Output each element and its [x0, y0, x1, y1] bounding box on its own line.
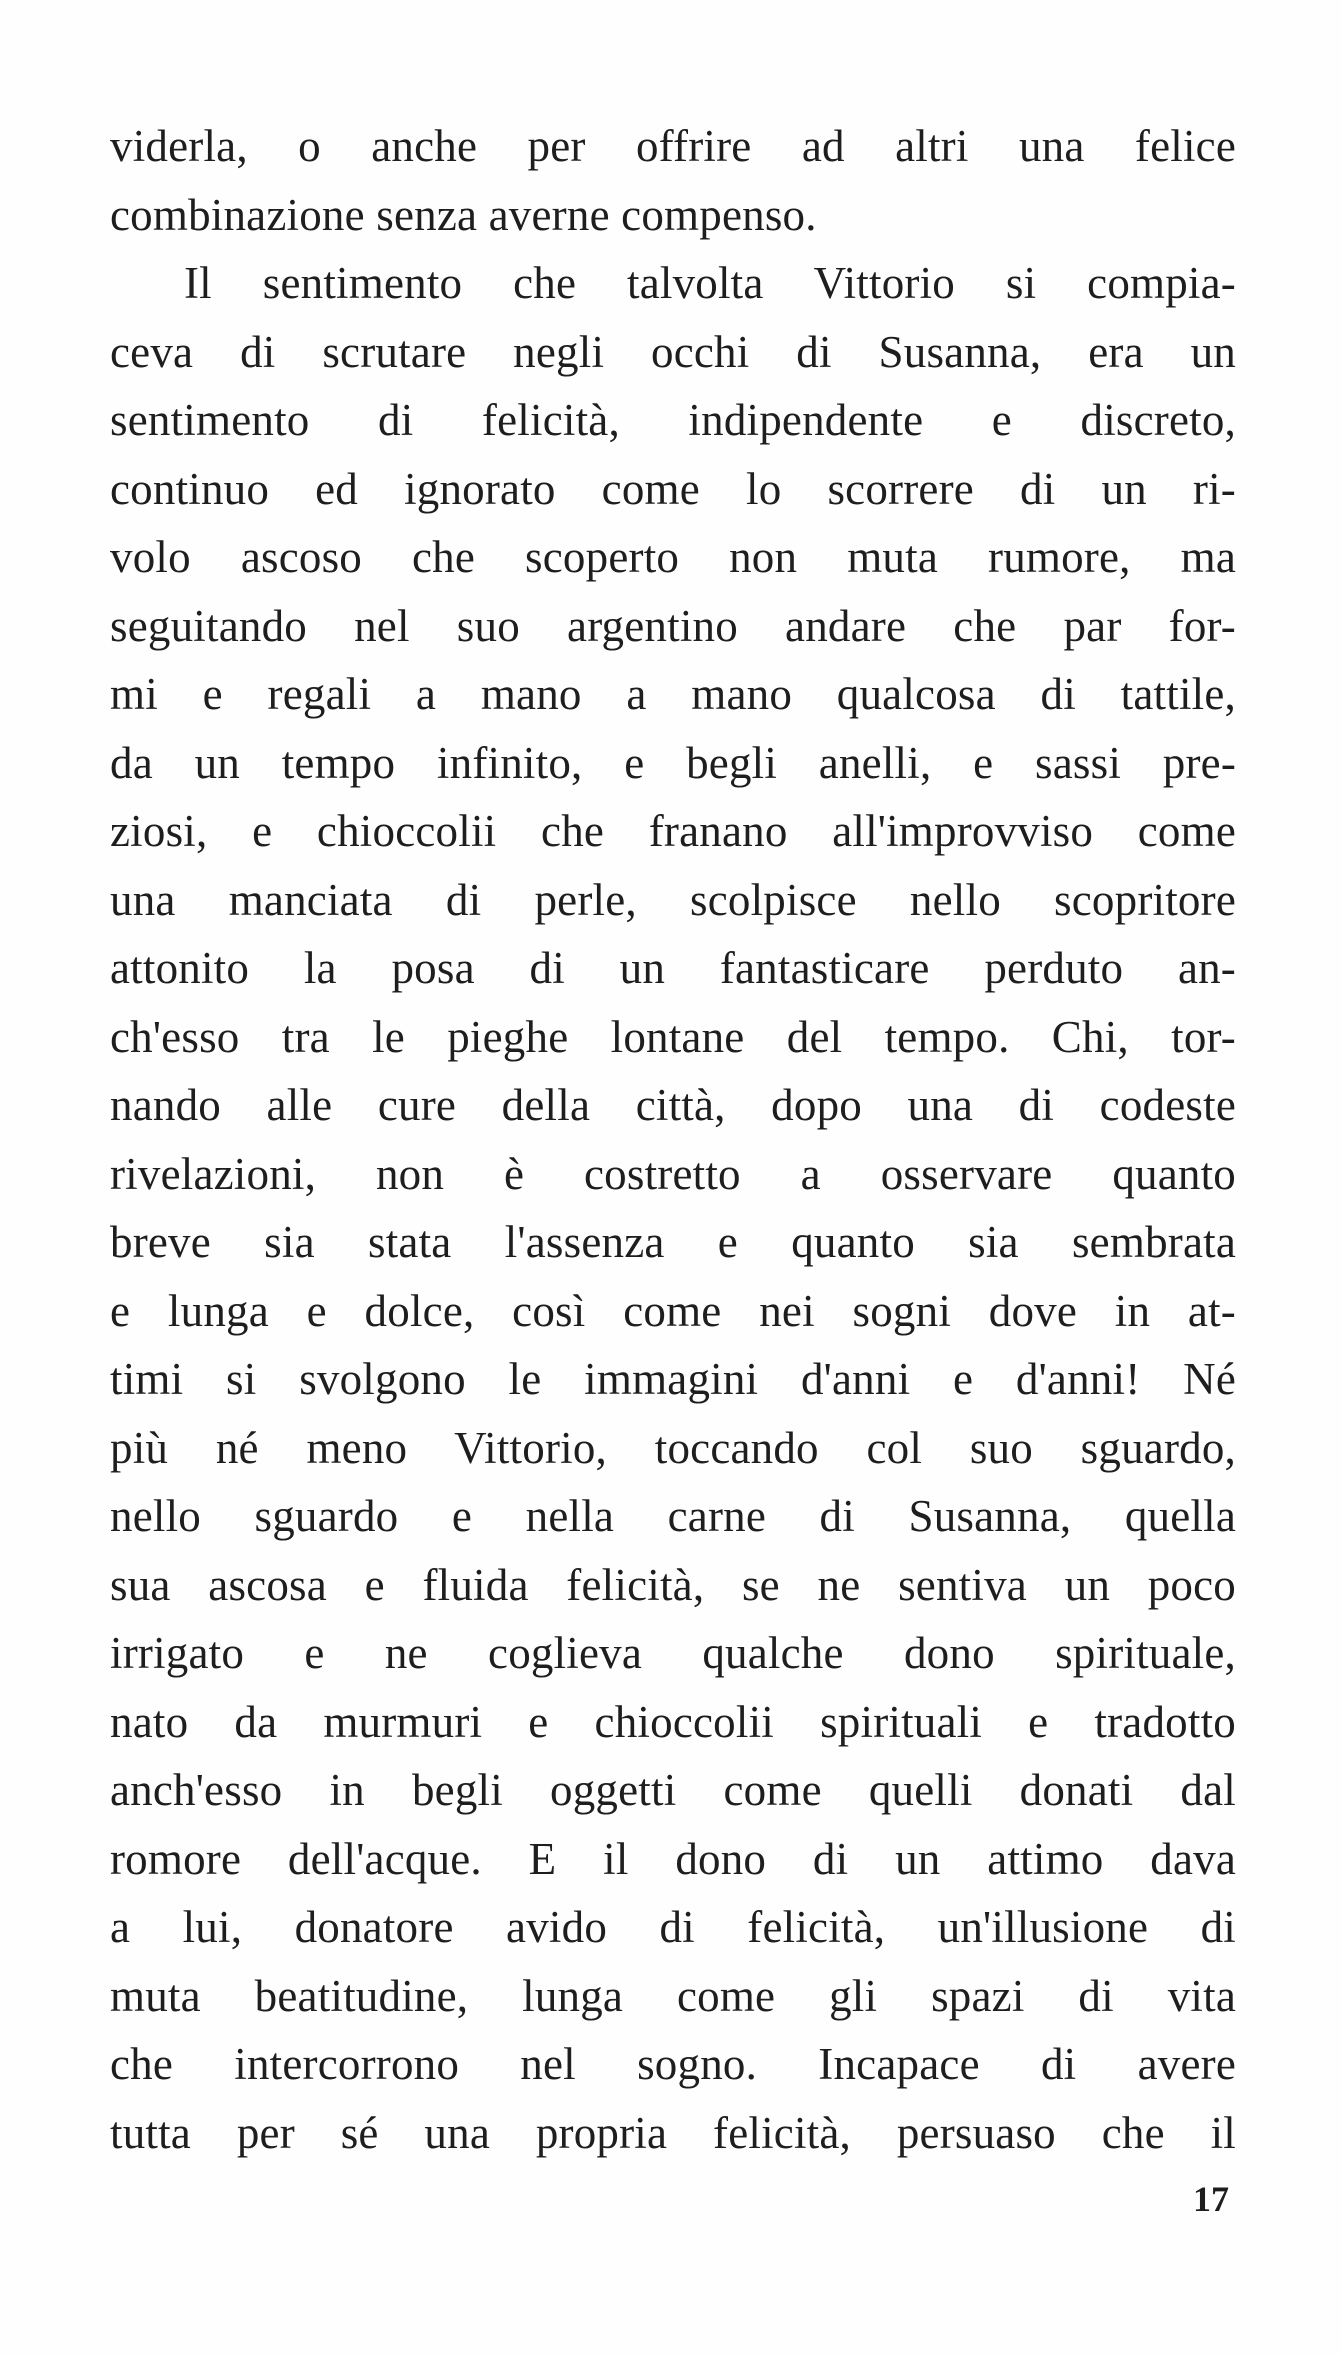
text-line: ceva di scrutare negli occhi di Susanna, era un	[110, 326, 1236, 377]
text-line: seguitando nel suo argentino andare che par for-	[110, 600, 1236, 651]
text-line: nando alle cure della città, dopo una di codeste	[110, 1080, 1236, 1130]
text-line: viderla, o anche per offrire ad altri una felice	[110, 121, 1236, 171]
text-line: timi si svolgono le immagini d'anni e d'anni! Né	[110, 1354, 1236, 1404]
text-line: continuo ed ignorato come lo scorrere di un ri-	[110, 463, 1236, 514]
body-text	[110, 112, 1236, 2167]
text-line: anch'esso in begli oggetti come quelli donati dal	[110, 1765, 1236, 1815]
text-line: sentimento di felicità, indipendente e discreto,	[110, 395, 1236, 445]
text-line: nello sguardo e nella carne di Susanna, quella	[110, 1491, 1236, 1541]
text-line: e lunga e dolce, così come nei sogni dove in at-	[110, 1285, 1236, 1336]
text-line: ch'esso tra le pieghe lontane del tempo. Chi, tor-	[110, 1011, 1236, 1062]
text-line: breve sia stata l'assenza e quanto sia sembrata	[110, 1217, 1236, 1267]
text-line: ziosi, e chioccolii che franano all'improvviso come	[110, 806, 1236, 856]
text-line: più né meno Vittorio, toccando col suo sguardo,	[110, 1422, 1236, 1473]
page-number: 17	[1193, 2179, 1229, 2219]
text-line: una manciata di perle, scolpisce nello scopritore	[110, 874, 1236, 925]
text-line: attonito la posa di un fantasticare perduto an-	[110, 943, 1236, 993]
text-line: Il sentimento che talvolta Vittorio si compia-	[184, 258, 1236, 308]
text-line: nato da murmuri e chioccolii spirituali e tradotto	[110, 1696, 1236, 1747]
text-line: sua ascosa e fluida felicità, se ne sentiva un poco	[110, 1559, 1236, 1610]
text-line: da un tempo infinito, e begli anelli, e sassi pre-	[110, 737, 1236, 788]
text-line: a lui, donatore avido di felicità, un'illusione di	[110, 1902, 1236, 1952]
text-line: combinazione senza averne compenso.	[110, 189, 817, 240]
text-line: mi e regali a mano a mano qualcosa di tattile,	[110, 669, 1236, 719]
text-line: che intercorrono nel sogno. Incapace di avere	[110, 2039, 1236, 2089]
text-line: rivelazioni, non è costretto a osservare quanto	[110, 1148, 1236, 1199]
text-line: irrigato e ne coglieva qualche dono spirituale,	[110, 1628, 1236, 1678]
text-line: volo ascoso che scoperto non muta rumore, ma	[110, 532, 1236, 582]
text-line: muta beatitudine, lunga come gli spazi di vita	[110, 1970, 1236, 2021]
text-line: tutta per sé una propria felicità, persuaso che il	[110, 2107, 1236, 2158]
text-line: romore dell'acque. E il dono di un attimo dava	[110, 1833, 1236, 1884]
